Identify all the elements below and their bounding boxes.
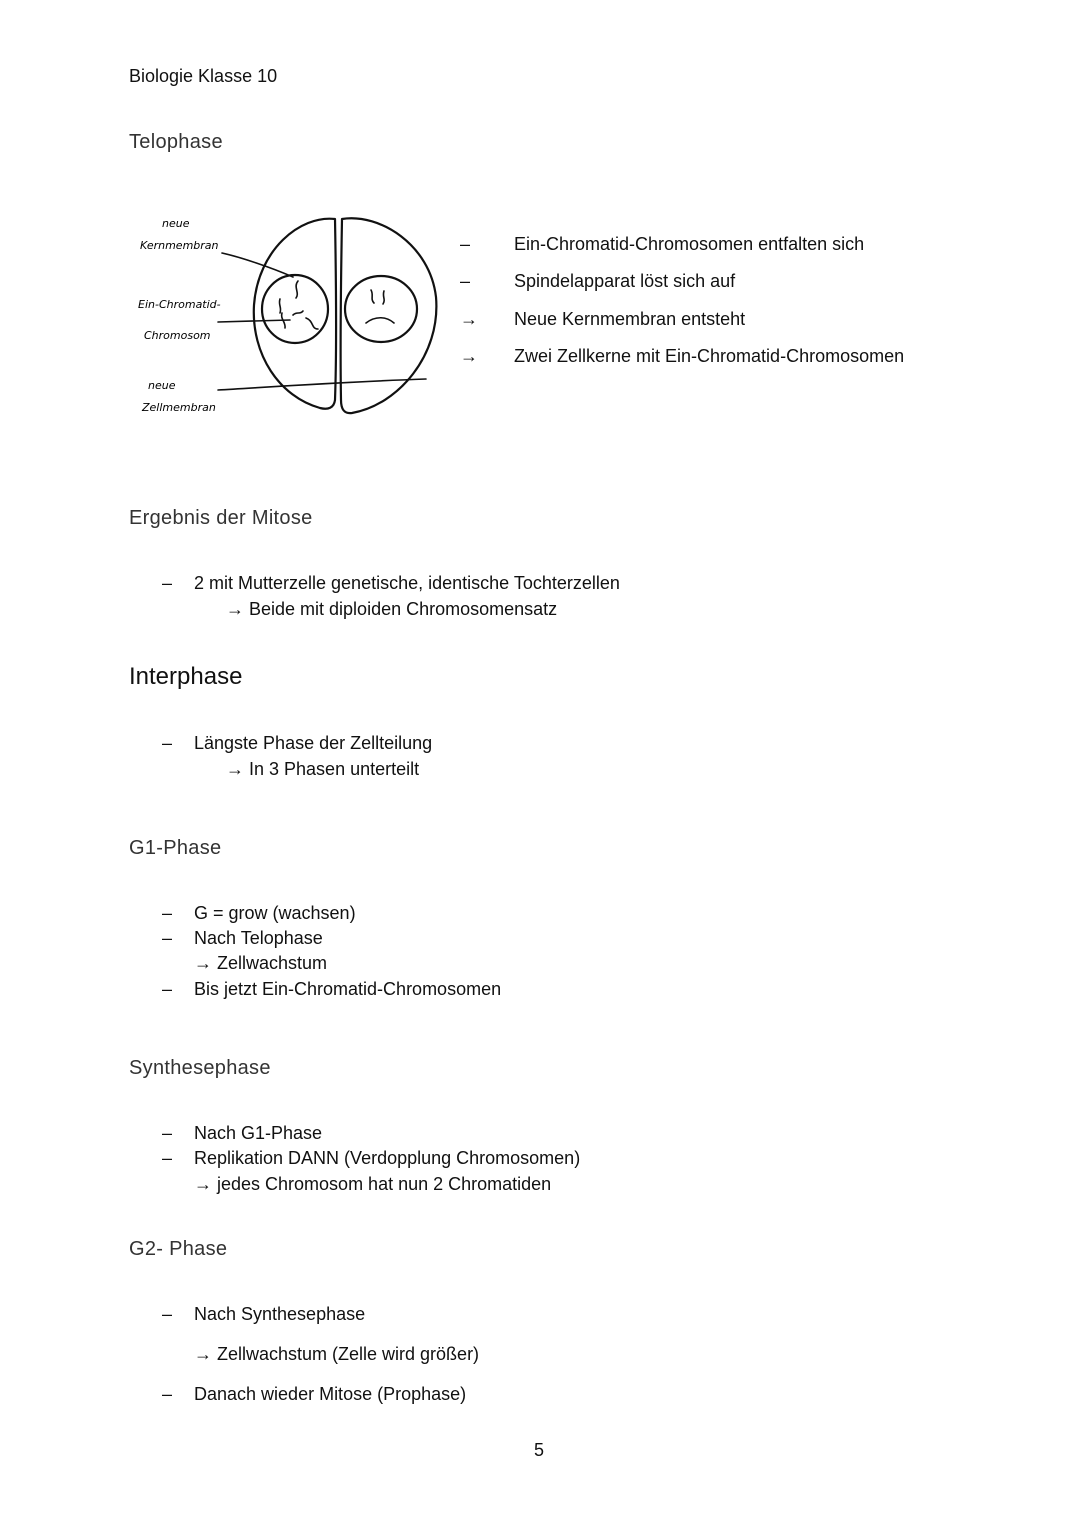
telophase-marker: → bbox=[460, 346, 478, 366]
synthese-item: Nach G1-Phase bbox=[194, 1123, 323, 1143]
zellmembran-pointer bbox=[218, 379, 426, 390]
interphase-item: Längste Phase der Zellteilung bbox=[194, 733, 433, 753]
label-chrom-top: Ein-Chromatid- bbox=[138, 298, 221, 311]
list-dash: – bbox=[162, 1123, 173, 1143]
chromosom-pointer bbox=[218, 320, 290, 322]
g1-sub: → Zellwachstum bbox=[194, 953, 328, 973]
label-chrom-bottom: Chromosom bbox=[144, 329, 211, 342]
list-dash: – bbox=[162, 903, 173, 923]
g2-item: Danach wieder Mitose (Prophase) bbox=[194, 1384, 467, 1404]
telophase-diagram bbox=[130, 195, 450, 430]
g1-item: Nach Telophase bbox=[194, 928, 323, 948]
telophase-marker: → bbox=[460, 309, 478, 329]
label-kern-bottom: Kernmembran bbox=[140, 239, 219, 252]
list-dash: – bbox=[162, 573, 173, 593]
left-nucleus bbox=[262, 275, 328, 343]
synthese-item: Replikation DANN (Verdopplung Chromosomen) bbox=[194, 1148, 581, 1168]
g2-heading: G2- Phase bbox=[129, 1238, 228, 1260]
telophase-heading: Telophase bbox=[129, 131, 223, 153]
telophase-item: Ein-Chromatid-Chromosomen entfalten sich bbox=[514, 234, 865, 254]
interphase-sub: → In 3 Phasen unterteilt bbox=[226, 759, 420, 779]
page-header: Biologie Klasse 10 bbox=[129, 66, 278, 86]
kernmembran-pointer bbox=[222, 253, 293, 277]
g2-item: Nach Synthesephase bbox=[194, 1304, 366, 1324]
list-dash: – bbox=[162, 1384, 173, 1404]
right-daughter-cell bbox=[341, 218, 437, 413]
telophase-item: Neue Kernmembran entsteht bbox=[514, 309, 746, 329]
telophase-item: Spindelapparat löst sich auf bbox=[514, 271, 736, 291]
label-zell-top: neue bbox=[148, 379, 176, 392]
g1-item: Bis jetzt Ein-Chromatid-Chromosomen bbox=[194, 979, 502, 999]
list-dash: – bbox=[162, 928, 173, 948]
telophase-marker: – bbox=[460, 271, 471, 291]
g2-sub: → Zellwachstum (Zelle wird größer) bbox=[194, 1344, 480, 1364]
synthese-sub: → jedes Chromosom hat nun 2 Chromatiden bbox=[194, 1174, 552, 1194]
ergebnis-item: 2 mit Mutterzelle genetische, identische Tochterzellen bbox=[194, 573, 620, 593]
page-number: 5 bbox=[534, 1440, 545, 1460]
ergebnis-heading: Ergebnis der Mitose bbox=[129, 507, 313, 529]
list-dash: – bbox=[162, 1304, 173, 1324]
interphase-heading: Interphase bbox=[129, 663, 243, 690]
telophase-marker: – bbox=[460, 234, 471, 254]
label-zell-bottom: Zellmembran bbox=[142, 401, 216, 414]
ergebnis-sub: → Beide mit diploiden Chromosomensatz bbox=[226, 599, 558, 619]
label-kern-top: neue bbox=[162, 217, 190, 230]
g1-item: G = grow (wachsen) bbox=[194, 903, 356, 923]
telophase-item: Zwei Zellkerne mit Ein-Chromatid-Chromosomen bbox=[514, 346, 905, 366]
list-dash: – bbox=[162, 733, 173, 753]
list-dash: – bbox=[162, 1148, 173, 1168]
synthese-heading: Synthesephase bbox=[129, 1057, 271, 1079]
g1-heading: G1-Phase bbox=[129, 837, 222, 859]
right-nucleus bbox=[345, 276, 417, 342]
list-dash: – bbox=[162, 979, 173, 999]
